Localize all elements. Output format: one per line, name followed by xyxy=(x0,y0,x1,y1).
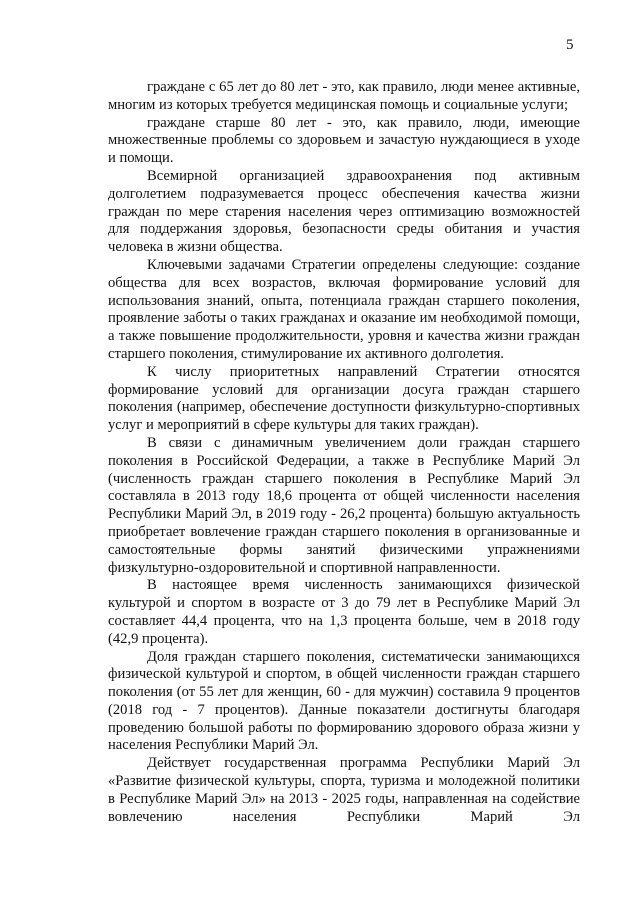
paragraph-older-population-growth: В связи с динамичным увеличением доли граждан старшего поколения в Российской Федерации, а также в Республике Марий Эл (численность граждан старшего поколения в Республике Марий Эл составляла в 2013 году 18,6 процента от общей численности населения Республики Марий Эл, в 2019 году - 26,2 процента) большую актуальность приобретает вовлечение граждан старшего поколения в организованные и самостоятельные формы занятий физическими упражнениями физкультурно-оздоровительной и спортивной направленности. xyxy=(108,434,580,576)
page-number: 5 xyxy=(566,37,574,53)
paragraph-priority-directions: К числу приоритетных направлений Стратегии относятся формирование условий для организации досуга граждан старшего поколения (например, обеспечение доступности физкультурно-спортивных услуг и мероприятий в сфере культуры для таких граждан). xyxy=(108,363,580,434)
paragraph-age-over-80: граждане старше 80 лет - это, как правило, люди, имеющие множественные проблемы со здоровьем и зачастую нуждающиеся в уходе и помощи. xyxy=(108,114,580,167)
paragraph-strategy-tasks: Ключевыми задачами Стратегии определены следующие: создание общества для всех возрастов, включая формирование условий для использования знаний, опыта, потенциала граждан старшего поколения, проявление заботы о таких гражданах и оказание им необходимой помощи, а также повышение продолжительности, уровня и качества жизни граждан старшего поколения, стимулирование их активного долголетия. xyxy=(108,256,580,362)
paragraph-older-citizens-share: Доля граждан старшего поколения, систематически занимающихся физической культурой и спортом, в общей численности граждан старшего поколения (от 55 лет для женщин, 60 - для мужчин) составила 9 процентов (2018 год - 7 процентов). Данные показатели достигнуты благодаря проведению большой работы по формированию здорового образа жизни у населения Республики Марий Эл. xyxy=(108,648,580,754)
paragraph-sport-participation: В настоящее время численность занимающихся физической культурой и спортом в возрасте от 3 до 79 лет в Республике Марий Эл составляет 44,4 процента, что на 1,3 процента больше, чем в 2018 году (42,9 процента). xyxy=(108,577,580,647)
paragraph-who-active-longevity: Всемирной организацией здравоохранения под активным долголетием подразумевается процесс обеспечения качества жизни граждан по мере старения населения через оптимизацию возможностей для поддержания здоровья, безопасности среды обитания и участия человека в жизни общества. xyxy=(108,167,580,256)
paragraph-age-65-80: граждане с 65 лет до 80 лет - это, как правило, люди менее активные, многим из которых требуется медицинская помощь и социальные услуги; xyxy=(108,79,580,113)
paragraph-state-program: Действует государственная программа Республики Марий Эл «Развитие физической культуры, спорта, туризма и молодежной политики в Республике Марий Эл» на 2013 - 2025 годы, направленная на содействие вовлечению населения Республики Марий Эл xyxy=(108,755,580,825)
document-body xyxy=(108,79,580,826)
